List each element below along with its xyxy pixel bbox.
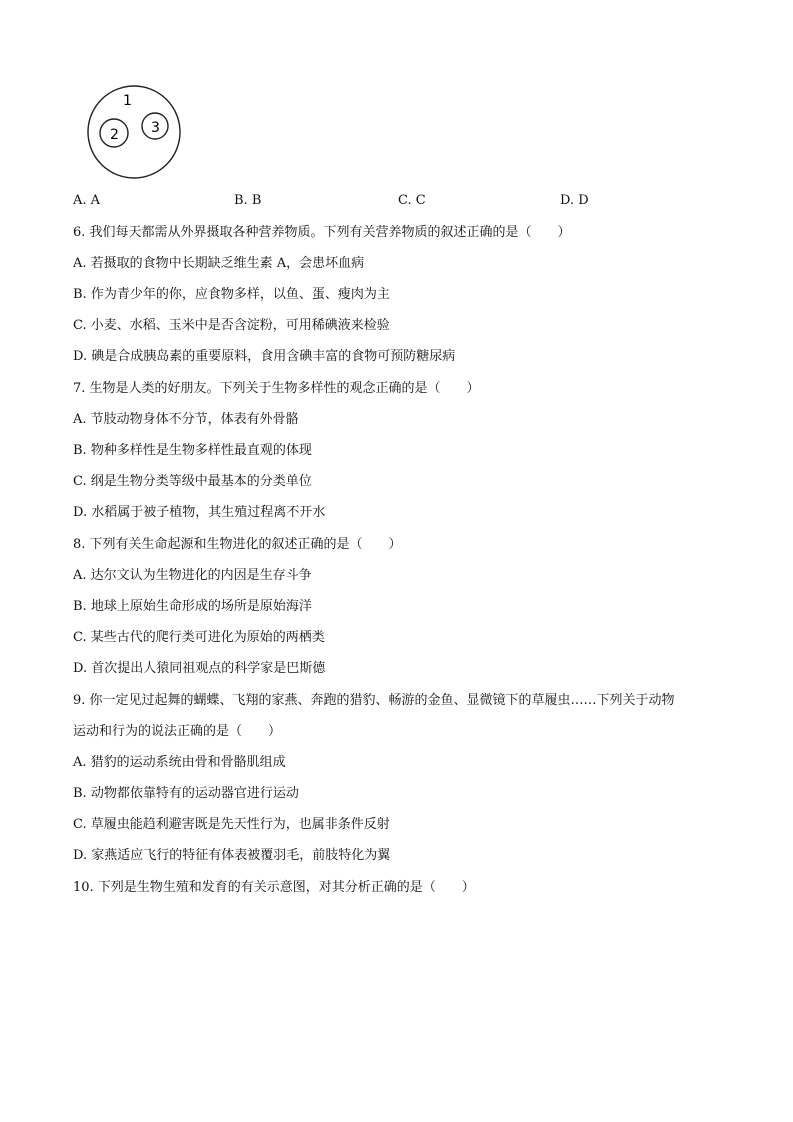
q7-stem: 7. 生物是人类的好朋友。下列关于生物多样性的观念正确的是（ ） bbox=[73, 381, 480, 396]
q5-option-a: A. A bbox=[73, 193, 101, 208]
q8-option-d: D. 首次提出人猿同祖观点的科学家是巴斯德 bbox=[73, 661, 326, 676]
q6-stem: 6. 我们每天都需从外界摄取各种营养物质。下列有关营养物质的叙述正确的是（ ） bbox=[73, 225, 571, 240]
venn-figure bbox=[84, 82, 184, 182]
q6-option-c: C. 小麦、水稻、玉米中是否含淀粉，可用稀碘液来检验 bbox=[73, 318, 390, 333]
q9-stem-line2: 运动和行为的说法正确的是（ ） bbox=[73, 724, 282, 739]
q9-stem-line1: 9. 你一定见过起舞的蝴蝶、飞翔的家燕、奔跑的猎豹、畅游的金鱼、显微镜下的草履虫……下列关于动物 bbox=[73, 693, 675, 708]
q5-option-b: B. B bbox=[234, 193, 262, 208]
q5-option-d: D. D bbox=[560, 193, 589, 208]
label-2: 2 bbox=[110, 127, 119, 143]
q7-option-a: A. 节肢动物身体不分节，体表有外骨骼 bbox=[73, 412, 299, 427]
venn-diagram bbox=[84, 82, 184, 182]
q10-stem: 10. 下列是生物生殖和发育的有关示意图，对其分析正确的是（ ） bbox=[73, 880, 475, 895]
q9-option-b: B. 动物都依靠特有的运动器官进行运动 bbox=[73, 786, 299, 801]
q6-option-a: A. 若摄取的食物中长期缺乏维生素 A，会患坏血病 bbox=[73, 256, 365, 271]
q6-option-b: B. 作为青少年的你，应食物多样，以鱼、蛋、瘦肉为主 bbox=[73, 287, 390, 302]
q8-stem: 8. 下列有关生命起源和生物进化的叙述正确的是（ ） bbox=[73, 537, 402, 552]
q5-option-c: C. C bbox=[398, 193, 426, 208]
q7-option-c: C. 纲是生物分类等级中最基本的分类单位 bbox=[73, 474, 312, 489]
q7-option-b: B. 物种多样性是生物多样性最直观的体现 bbox=[73, 443, 312, 458]
q9-option-a: A. 猎豹的运动系统由骨和骨骼肌组成 bbox=[73, 755, 286, 770]
label-1: 1 bbox=[123, 93, 132, 109]
q9-option-d: D. 家燕适应飞行的特征有体表被覆羽毛，前肢特化为翼 bbox=[73, 848, 391, 863]
label-3: 3 bbox=[151, 120, 160, 136]
q7-option-d: D. 水稻属于被子植物，其生殖过程离不开水 bbox=[73, 505, 326, 520]
q6-option-d: D. 碘是合成胰岛素的重要原料，食用含碘丰富的食物可预防糖尿病 bbox=[73, 349, 456, 364]
q8-option-c: C. 某些古代的爬行类可进化为原始的两栖类 bbox=[73, 630, 325, 645]
q9-option-c: C. 草履虫能趋利避害既是先天性行为，也属非条件反射 bbox=[73, 817, 390, 832]
q8-option-a: A. 达尔文认为生物进化的内因是生存斗争 bbox=[73, 568, 312, 583]
q8-option-b: B. 地球上原始生命形成的场所是原始海洋 bbox=[73, 599, 312, 614]
